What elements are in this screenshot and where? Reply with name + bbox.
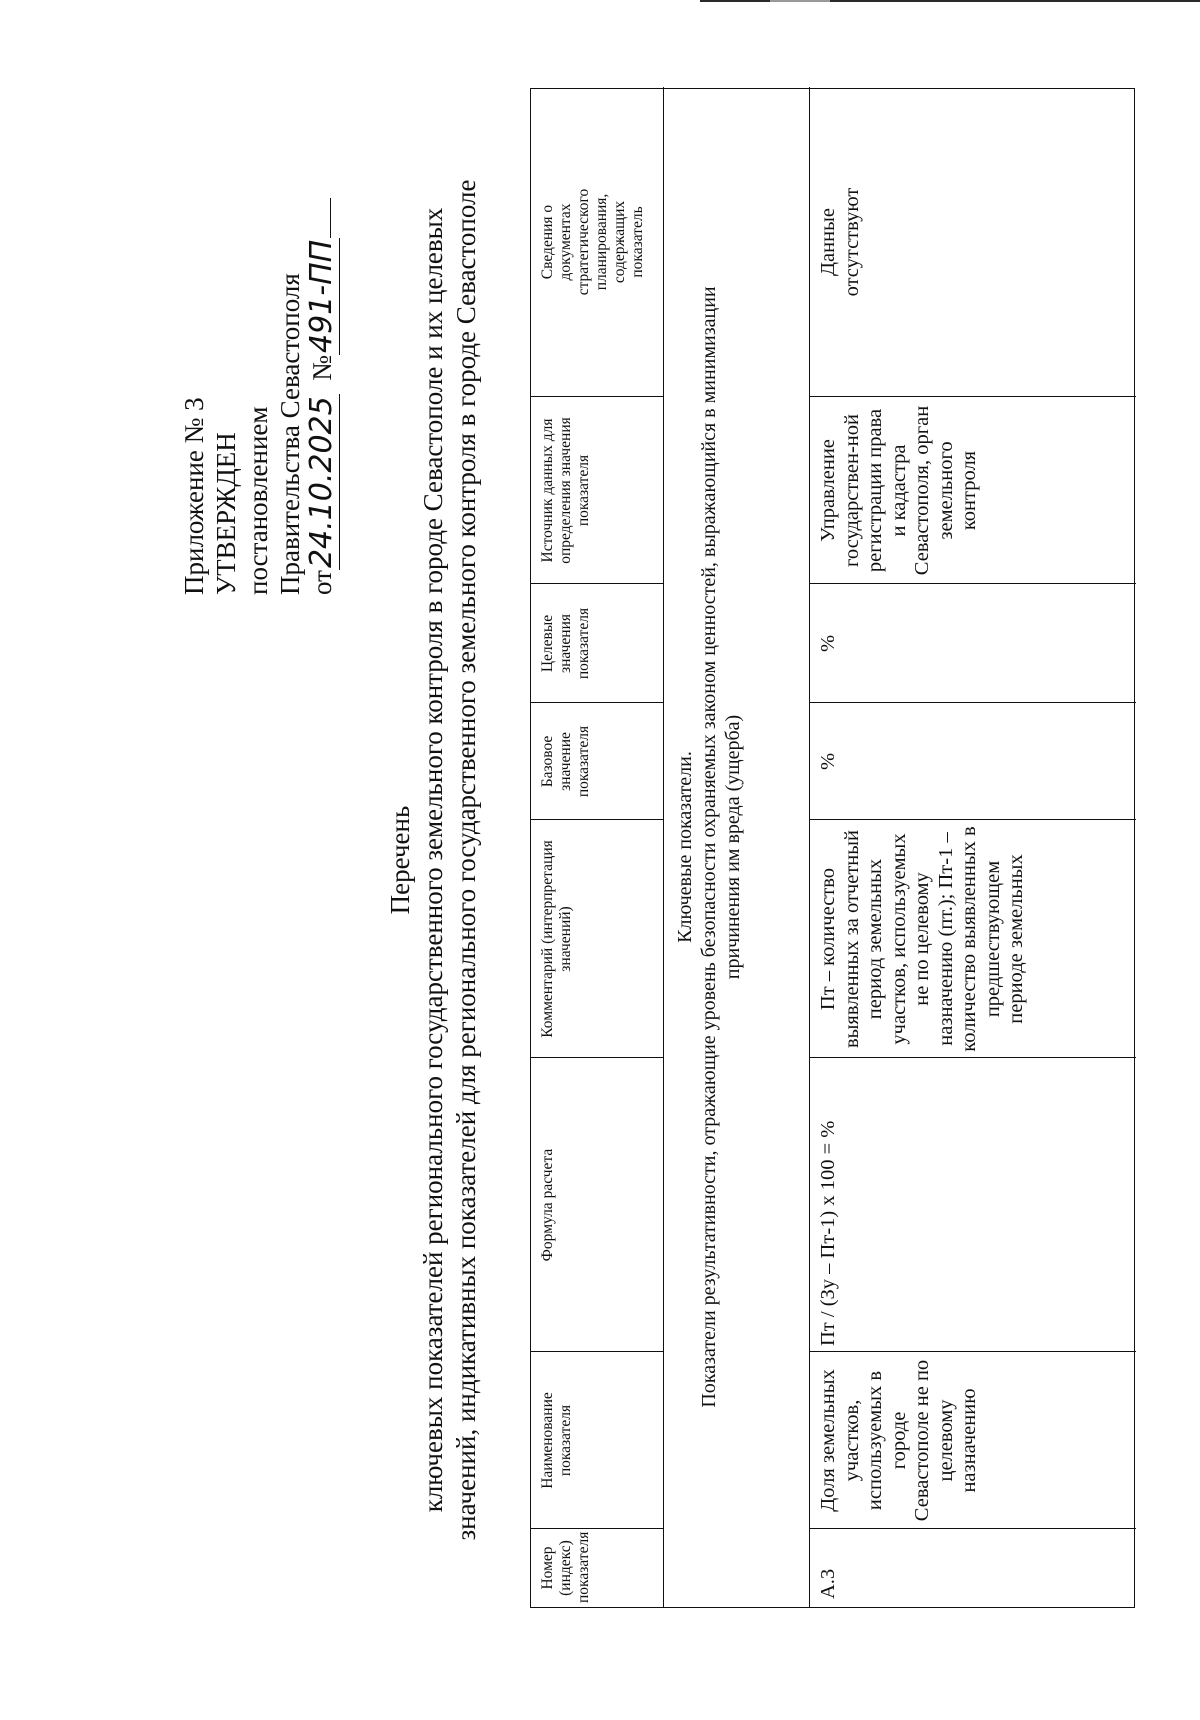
document-subtitle-line2: значений, индикативных показателей для регионального государственного земельного контроля в городе Севастополе xyxy=(451,179,481,1541)
section-header xyxy=(663,87,809,1607)
row-docs: Данные отсутствуют xyxy=(817,187,863,297)
row-formula: Пт / (Зу – Пт-1) х 100 = % xyxy=(817,1120,839,1346)
handwritten-number: 491-ПП xyxy=(304,239,339,353)
row-target-value: % xyxy=(817,634,839,653)
section-title: Ключевые показатели. xyxy=(674,751,696,943)
row-base-value: % xyxy=(817,752,839,771)
row-source: Управление государствен-ной регистрации права и кадастра Севастополя, орган земельного контроля xyxy=(817,405,980,576)
indicators-table xyxy=(530,88,1135,1608)
col-header-docs: Сведения о документах стратегического планирования, содержащих показатель xyxy=(539,188,646,296)
number-prefix: № xyxy=(307,355,337,381)
col-header-source: Источник данных для определения значения показателя xyxy=(539,417,592,564)
date-number-line xyxy=(306,75,338,595)
row-index: А.3 xyxy=(817,1568,839,1599)
col-header-target: Целевые значения показателя xyxy=(539,607,592,680)
document-title: Перечень xyxy=(385,805,415,915)
col-header-comment: Комментарий (интерпретация значений) xyxy=(539,840,574,1038)
col-header-name: Наименование показателя xyxy=(539,1392,574,1489)
appendix-label: Приложение № 3 xyxy=(179,397,209,595)
date-prefix: от xyxy=(307,570,337,595)
col-header-formula: Формула расчета xyxy=(539,1148,556,1262)
row-name: Доля земельных участков, используемых в городе Севастополе не по целевому назначению xyxy=(817,1359,980,1522)
decree-label: постановлением xyxy=(243,406,273,595)
section-description-line1: Показатели результативности, отражающие уровень безопасности охраняемых законом ценностей, выражающийся в минимизации xyxy=(698,286,720,1408)
section-description-line2: причинения им вреда (ущерба) xyxy=(722,714,744,980)
handwritten-date: 24.10.2025 xyxy=(304,396,339,569)
approved-label: УТВЕРЖДЕН xyxy=(211,432,241,595)
government-label: Правительства Севастополя xyxy=(275,273,305,595)
col-header-index: Номер (индекс) показателя xyxy=(539,1531,592,1603)
row-comment: Пт – количество выявленных за отчетный период земельных участков, используемых не по целевому назначению (пт.); Пт-1 – количество выявленных в предшествующем периоде земельных xyxy=(817,826,1027,1052)
approval-block xyxy=(178,75,338,595)
document-subtitle-line1: ключевых показателей регионального государственного земельного контроля в городе Севастополе и их целевых xyxy=(418,207,448,1513)
col-header-base: Базовое значение показателя xyxy=(539,725,592,798)
